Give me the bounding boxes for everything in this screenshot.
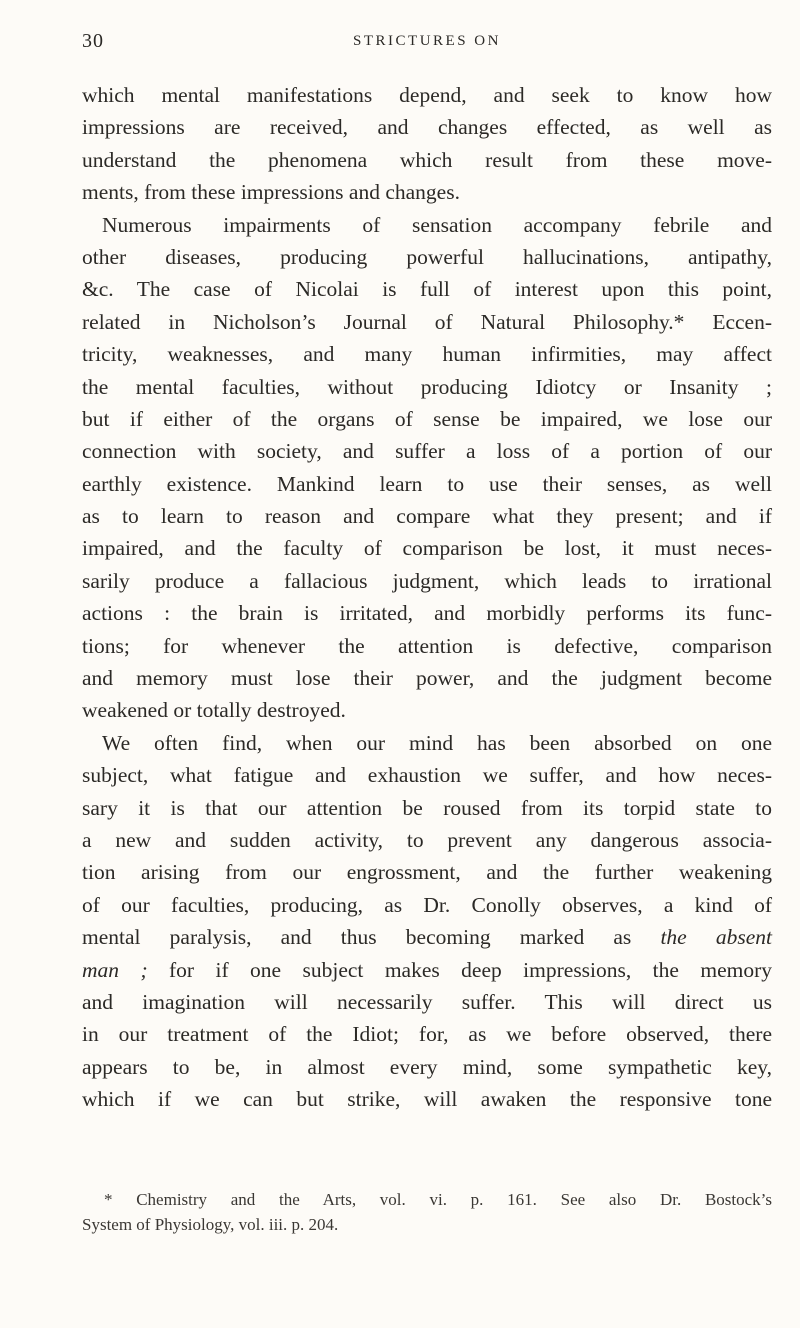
text-line: tion arising from our engrossment, and the further weakening (82, 860, 772, 885)
text-line: which if we can but strike, will awaken the responsive tone (82, 1087, 772, 1112)
text-line-mixed (82, 954, 772, 986)
text-line: related in Nicholson’s Journal of Natural Philosophy.* Eccen- (82, 309, 772, 334)
text-line: &c. The case of Nicolai is full of interest upon this point, (82, 277, 772, 302)
footnote-line: * Chemistry and the Arts, vol. vi. p. 161. See also Dr. Bostock’s (104, 1190, 772, 1209)
text-line: earthly existence. Mankind learn to use their senses, as well (82, 471, 772, 496)
footnote-line: System of Physiology, vol. iii. p. 204. (82, 1215, 339, 1234)
text-line: weakened or totally destroyed. (82, 698, 346, 723)
text-line: sarily produce a fallacious judgment, which leads to irrational (82, 568, 772, 593)
text-line: as to learn to reason and compare what they present; and if (82, 504, 772, 529)
text-line: understand the phenomena which result from these move- (82, 147, 772, 172)
text-line: impaired, and the faculty of comparison be lost, it must neces- (82, 536, 772, 561)
italic-phrase: man ; (82, 957, 148, 982)
text-line: which mental manifestations depend, and seek to know how (82, 83, 772, 107)
text-line: tricity, weaknesses, and many human infirmities, may affect (82, 342, 772, 367)
text-segment: for if one subject makes deep impressions, the memory (147, 957, 773, 982)
text-line: a new and sudden activity, to prevent any dangerous associa- (82, 827, 772, 852)
footnote (82, 1187, 772, 1237)
text-line: impressions are received, and changes effected, as well as (82, 115, 772, 140)
text-segment: mental paralysis, and thus becoming marked as (82, 925, 632, 950)
text-line: appears to be, in almost every mind, some sympathetic key, (82, 1054, 772, 1079)
text-line: of our faculties, producing, as Dr. Conolly observes, a kind of (82, 892, 772, 917)
text-line: subject, what fatigue and exhaustion we suffer, and how neces- (82, 763, 772, 788)
text-line: Numerous impairments of sensation accompany febrile and (102, 212, 772, 237)
italic-phrase: the absent (660, 925, 772, 950)
text-line: the mental faculties, without producing Idiotcy or Insanity ; (82, 374, 772, 399)
text-line: but if either of the organs of sense be impaired, we lose our (82, 406, 772, 431)
page-number: 30 (82, 30, 104, 52)
page-header (82, 30, 772, 58)
text-line-mixed (82, 921, 772, 953)
text-line: sary it is that our attention be roused from its torpid state to (82, 795, 772, 820)
text-line: actions : the brain is irritated, and morbidly performs its func- (82, 601, 772, 626)
text-line: tions; for whenever the attention is defective, comparison (82, 633, 772, 658)
text-line: in our treatment of the Idiot; for, as we before observed, there (82, 1022, 772, 1047)
text-line: ments, from these impressions and changes. (82, 180, 460, 205)
text-line: other diseases, producing powerful hallucinations, antipathy, (82, 244, 772, 269)
body-text (82, 79, 772, 1116)
running-head: STRICTURES ON (353, 33, 501, 49)
text-line: We often find, when our mind has been absorbed on one (102, 730, 772, 755)
text-line: connection with society, and suffer a loss of a portion of our (82, 439, 772, 464)
text-line: and imagination will necessarily suffer. This will direct us (82, 989, 772, 1014)
text-line: and memory must lose their power, and the judgment become (82, 666, 772, 691)
